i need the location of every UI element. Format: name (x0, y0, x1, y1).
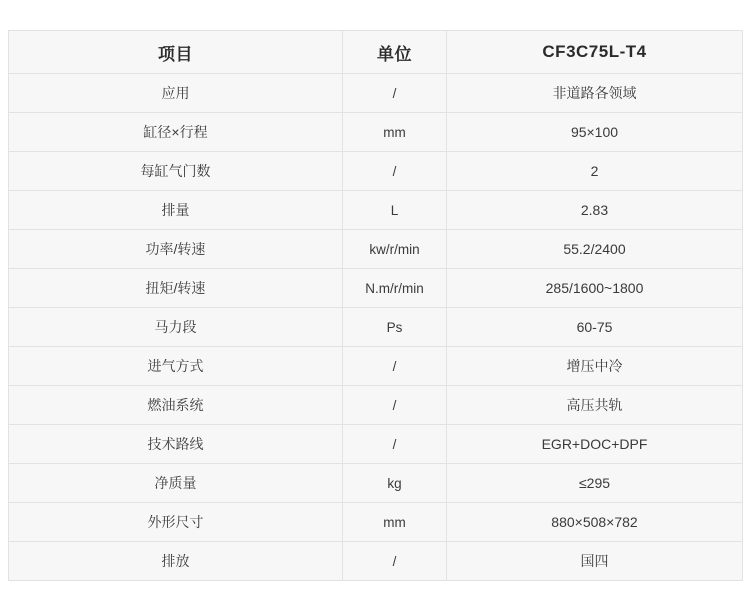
spec-value: EGR+DOC+DPF (447, 425, 743, 464)
spec-unit-value: / (343, 152, 447, 191)
table-row (9, 386, 743, 425)
table-row (9, 542, 743, 581)
engine-spec-table (8, 30, 743, 581)
table-row (9, 113, 743, 152)
table-header-row (9, 31, 743, 74)
spec-unit-value: L (343, 191, 447, 230)
spec-value: 2 (447, 152, 743, 191)
spec-unit-value: mm (343, 503, 447, 542)
table-row (9, 230, 743, 269)
table-row (9, 308, 743, 347)
spec-item-label: 技术路线 (9, 425, 343, 464)
spec-item-label: 排放 (9, 542, 343, 581)
spec-unit-value: N.m/r/min (343, 269, 447, 308)
spec-unit-value: / (343, 74, 447, 113)
spec-value: 95×100 (447, 113, 743, 152)
spec-value: 2.83 (447, 191, 743, 230)
column-header-unit: 单位 (343, 31, 447, 74)
spec-item-label: 净质量 (9, 464, 343, 503)
spec-value: ≤295 (447, 464, 743, 503)
spec-unit-value: / (343, 425, 447, 464)
spec-value: 非道路各领域 (447, 74, 743, 113)
table-row (9, 74, 743, 113)
spec-item-label: 进气方式 (9, 347, 343, 386)
spec-unit-value: / (343, 542, 447, 581)
table-row (9, 347, 743, 386)
table-row (9, 425, 743, 464)
spec-item-label: 外形尺寸 (9, 503, 343, 542)
spec-value: 国四 (447, 542, 743, 581)
spec-unit-value: mm (343, 113, 447, 152)
spec-unit-value: kw/r/min (343, 230, 447, 269)
table-row (9, 152, 743, 191)
spec-unit-value: kg (343, 464, 447, 503)
spec-value: 880×508×782 (447, 503, 743, 542)
column-header-model: CF3C75L-T4 (447, 31, 743, 74)
spec-value: 增压中冷 (447, 347, 743, 386)
spec-item-label: 每缸气门数 (9, 152, 343, 191)
table-row (9, 503, 743, 542)
table-row (9, 269, 743, 308)
table-body (9, 74, 743, 581)
spec-unit-value: / (343, 386, 447, 425)
spec-item-label: 燃油系统 (9, 386, 343, 425)
table-row (9, 191, 743, 230)
column-header-item: 项目 (9, 31, 343, 74)
spec-item-label: 功率/转速 (9, 230, 343, 269)
spec-value: 60-75 (447, 308, 743, 347)
spec-item-label: 马力段 (9, 308, 343, 347)
table-row (9, 464, 743, 503)
spec-value: 55.2/2400 (447, 230, 743, 269)
spec-unit-value: Ps (343, 308, 447, 347)
spec-unit-value: / (343, 347, 447, 386)
spec-item-label: 扭矩/转速 (9, 269, 343, 308)
spec-item-label: 缸径×行程 (9, 113, 343, 152)
spec-value: 285/1600~1800 (447, 269, 743, 308)
spec-item-label: 排量 (9, 191, 343, 230)
spec-item-label: 应用 (9, 74, 343, 113)
table-header (9, 31, 743, 74)
spec-value: 高压共轨 (447, 386, 743, 425)
